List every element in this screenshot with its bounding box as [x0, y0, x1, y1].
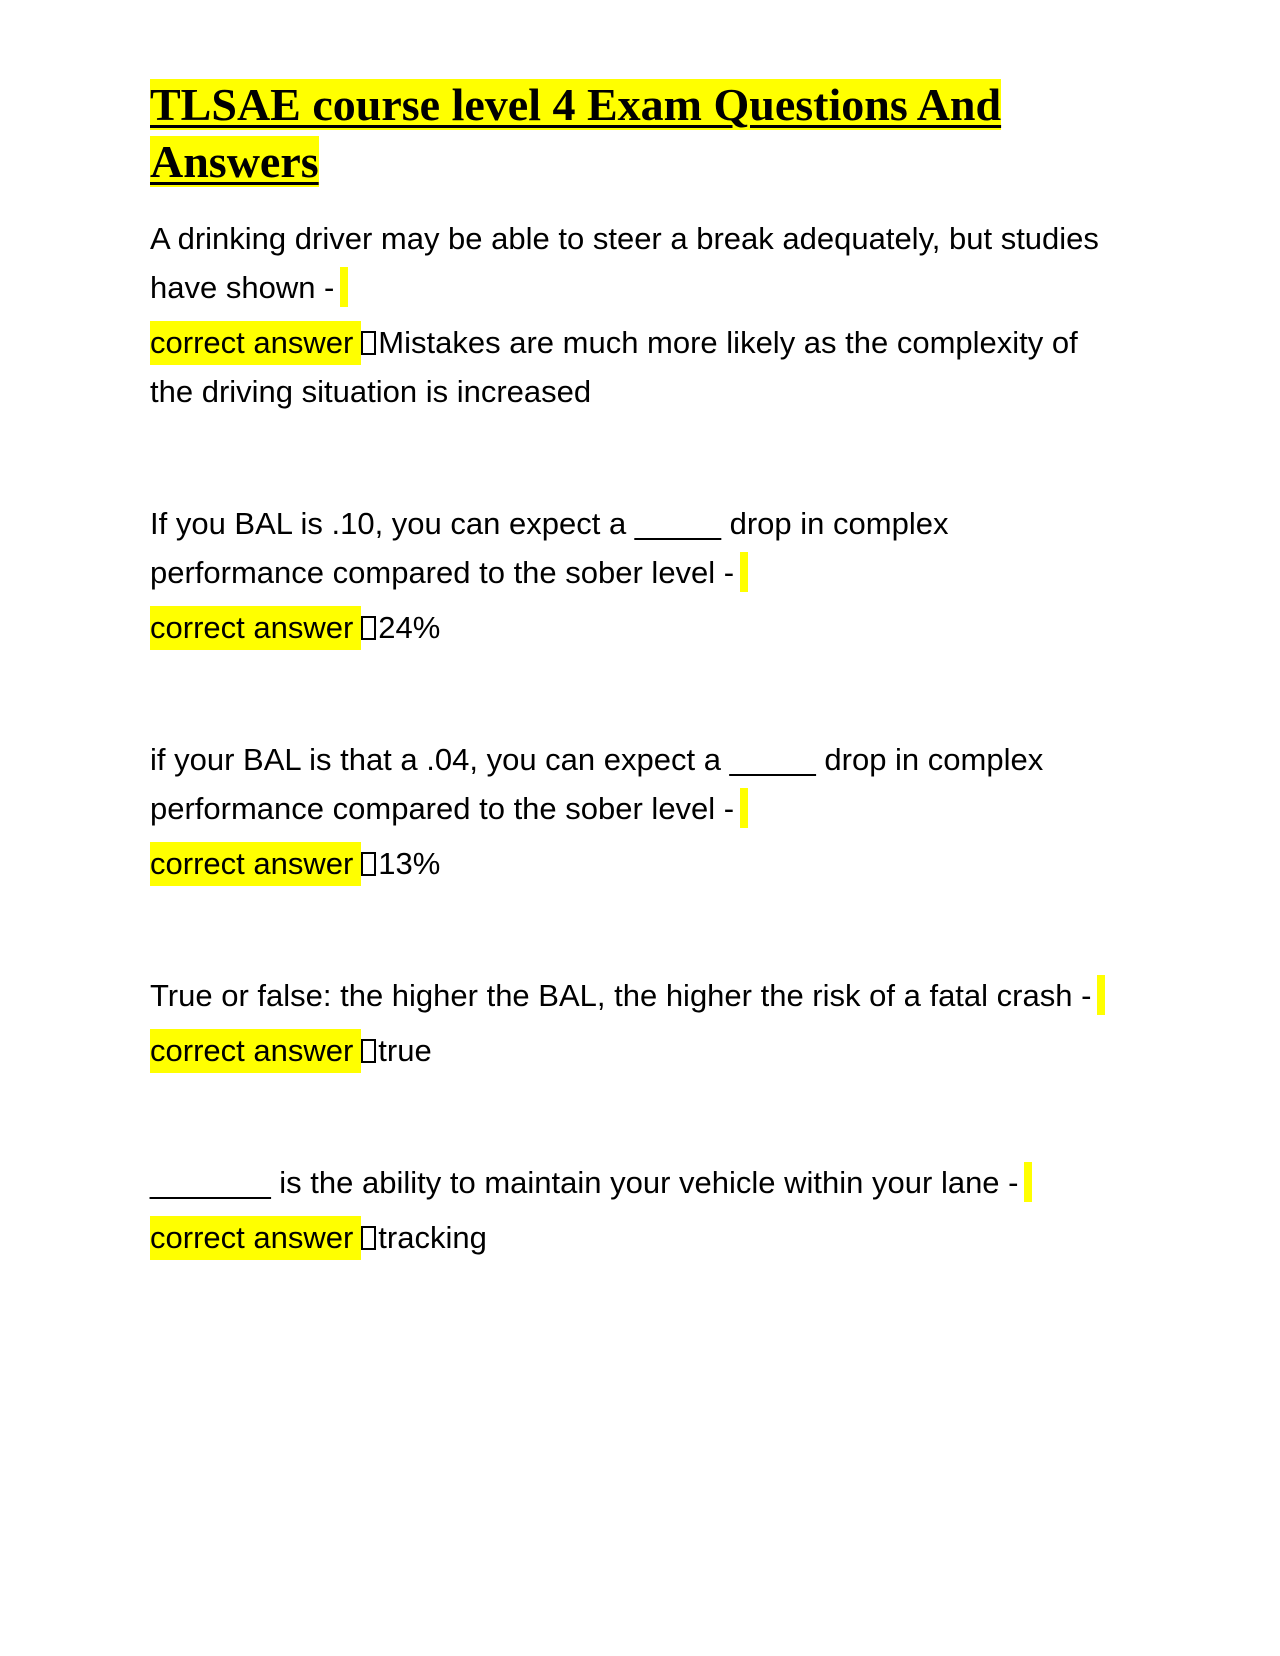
answer-label: correct answer	[150, 842, 361, 886]
answer-text: 13%	[378, 846, 441, 881]
question-text: If you BAL is .10, you can expect a _____ drop in complex performance compared to the sober level -	[150, 506, 949, 590]
answer-label: correct answer	[150, 606, 361, 650]
answer-line	[150, 318, 1120, 416]
qa-item	[150, 1158, 1120, 1262]
answer-line	[150, 1213, 1120, 1262]
answer-line	[150, 839, 1120, 888]
box-glyph-icon	[361, 1039, 376, 1063]
question-text: A drinking driver may be able to steer a break adequately, but studies have shown -	[150, 221, 1099, 305]
answer-text: true	[378, 1033, 432, 1068]
answer-line	[150, 603, 1120, 652]
box-glyph-icon	[361, 1226, 376, 1250]
answer-text: Mistakes are much more likely as the complexity of the driving situation is increased	[150, 325, 1078, 409]
highlight-marker	[1097, 975, 1105, 1015]
question-text: if your BAL is that a .04, you can expect a _____ drop in complex performance compared to the sober level -	[150, 742, 1044, 826]
page-title	[150, 76, 1120, 190]
title-highlight: TLSAE course level 4 Exam Questions And Answers	[150, 79, 1002, 187]
box-glyph-icon	[361, 852, 376, 876]
qa-item	[150, 499, 1120, 652]
qa-item	[150, 735, 1120, 888]
answer-text: 24%	[378, 610, 441, 645]
highlight-marker	[340, 267, 348, 307]
answer-label: correct answer	[150, 1216, 361, 1260]
document-page	[150, 76, 1120, 1262]
qa-item	[150, 214, 1120, 416]
answer-label: correct answer	[150, 1029, 361, 1073]
highlight-marker	[740, 552, 748, 592]
box-glyph-icon	[361, 616, 376, 640]
answer-line	[150, 1026, 1120, 1075]
answer-label: correct answer	[150, 321, 361, 365]
highlight-marker	[1024, 1162, 1032, 1202]
box-glyph-icon	[361, 331, 376, 355]
answer-text: tracking	[378, 1220, 487, 1255]
qa-item	[150, 971, 1120, 1075]
highlight-marker	[740, 788, 748, 828]
question-text: _______ is the ability to maintain your vehicle within your lane -	[150, 1158, 1120, 1207]
question-text: True or false: the higher the BAL, the higher the risk of a fatal crash -	[150, 971, 1120, 1020]
